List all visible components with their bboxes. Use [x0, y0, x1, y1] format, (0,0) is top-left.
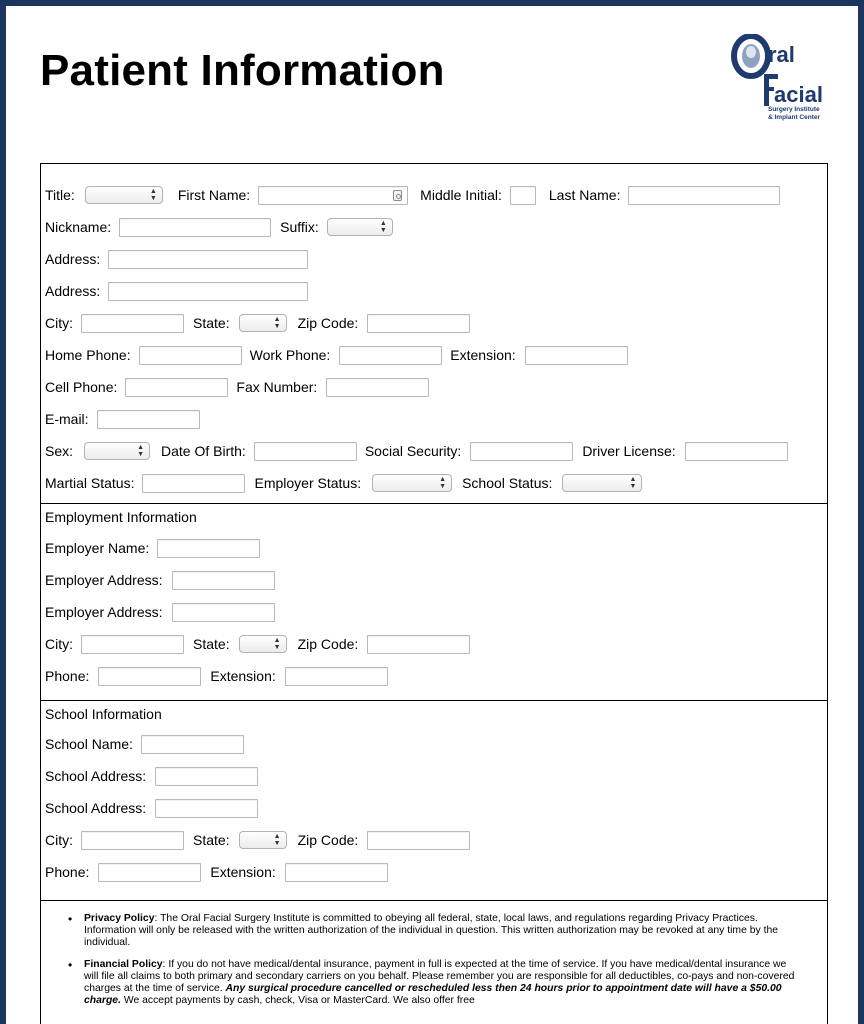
school-city-label: City:: [45, 832, 73, 848]
extension-label: Extension:: [450, 347, 516, 363]
school-address-1-label: School Address:: [45, 768, 147, 784]
school-city-input[interactable]: [81, 831, 184, 850]
fax-input[interactable]: [326, 378, 429, 397]
marital-status-input[interactable]: [142, 474, 245, 493]
school-address-2-input[interactable]: [155, 799, 258, 818]
school-zip-label: Zip Code:: [297, 832, 359, 848]
row-phones: [45, 344, 628, 366]
select-arrows-icon: ▲ ▼: [273, 833, 281, 847]
row-name: [45, 184, 780, 206]
autofill-key-icon[interactable]: [393, 190, 402, 201]
row-sex: [45, 440, 788, 462]
row-school-address-2: [45, 797, 258, 819]
select-arrows-icon: ▲ ▼: [149, 188, 157, 202]
row-city: [45, 312, 470, 334]
city-input[interactable]: [81, 314, 184, 333]
financial-policy-text-1: : If you do not have medical/dental insurance, payment in full is expected at the time of service. If you have medical/dental insurance we will file all claims to both primary and secondary carriers on you behalf. Please remember you are responsible for all deductibles, co-pays and non-covered charges at the time of service.: [84, 959, 795, 994]
work-phone-label: Work Phone:: [249, 347, 331, 363]
employer-status-select[interactable]: [372, 474, 452, 492]
row-school-name: [45, 733, 244, 755]
employer-state-label: State:: [193, 636, 230, 652]
privacy-policy-text: : The Oral Facial Surgery Institute is committed to obeying all federal, state, local laws, and regulations regarding Privacy Practices. Information will only be released with the written authorization of the individual in question. This written authorization may be revoked at any time by the individual.: [84, 913, 779, 948]
employer-address-2-label: Employer Address:: [45, 604, 163, 620]
school-state-label: State:: [193, 832, 230, 848]
zip-label: Zip Code:: [297, 315, 359, 331]
policies-section: [41, 900, 827, 1017]
address-1-input[interactable]: [108, 250, 308, 269]
school-address-2-label: School Address:: [45, 800, 147, 816]
employer-extension-input[interactable]: [285, 667, 388, 686]
financial-policy-title: Financial Policy: [84, 959, 163, 970]
state-select[interactable]: [239, 314, 287, 332]
email-input[interactable]: [97, 410, 200, 429]
policy-list: [41, 913, 827, 1007]
patient-form: [40, 163, 828, 1024]
driver-license-label: Driver License:: [582, 443, 676, 459]
driver-license-input[interactable]: [685, 442, 788, 461]
privacy-policy-item: [84, 913, 803, 949]
nickname-label: Nickname:: [45, 219, 112, 235]
employer-city-input[interactable]: [81, 635, 184, 654]
suffix-label: Suffix:: [280, 219, 319, 235]
patient-section: [41, 164, 827, 503]
sex-label: Sex:: [45, 443, 74, 459]
employment-heading: Employment Information: [45, 509, 197, 525]
school-address-1-input[interactable]: [155, 767, 258, 786]
select-arrows-icon: ▲ ▼: [273, 316, 281, 330]
ssn-label: Social Security:: [364, 443, 462, 459]
address-1-label: Address:: [45, 251, 101, 267]
suffix-select[interactable]: [327, 218, 393, 236]
document-page: [6, 6, 858, 1024]
row-cell: [45, 376, 429, 398]
employer-state-select[interactable]: [239, 635, 287, 653]
school-status-label: School Status:: [462, 475, 553, 491]
select-arrows-icon: ▲ ▼: [137, 444, 145, 458]
employer-zip-input[interactable]: [367, 635, 470, 654]
employer-status-label: Employer Status:: [254, 475, 362, 491]
middle-initial-label: Middle Initial:: [420, 187, 502, 203]
school-name-label: School Name:: [45, 736, 133, 752]
cell-phone-label: Cell Phone:: [45, 379, 118, 395]
employer-phone-input[interactable]: [98, 667, 201, 686]
select-arrows-icon: ▲ ▼: [439, 476, 447, 490]
first-name-input[interactable]: [258, 186, 408, 205]
row-employer-name: [45, 537, 260, 559]
address-2-input[interactable]: [108, 282, 308, 301]
financial-policy-text-2: We accept payments by cash, check, Visa or MasterCard. We also offer free: [120, 995, 475, 1006]
logo-subtitle-1: Surgery Institute: [768, 106, 820, 113]
row-employer-address-2: [45, 601, 275, 623]
logo-subtitle-2: & Implant Center: [768, 114, 821, 121]
employer-name-input[interactable]: [157, 539, 260, 558]
school-name-input[interactable]: [141, 735, 244, 754]
employer-zip-label: Zip Code:: [297, 636, 359, 652]
last-name-label: Last Name:: [548, 187, 621, 203]
school-status-select[interactable]: [562, 474, 642, 492]
extension-input[interactable]: [525, 346, 628, 365]
school-zip-input[interactable]: [367, 831, 470, 850]
employer-address-1-input[interactable]: [172, 571, 275, 590]
employment-section: [41, 503, 827, 700]
school-phone-input[interactable]: [98, 863, 201, 882]
school-extension-label: Extension:: [210, 864, 276, 880]
ssn-input[interactable]: [470, 442, 573, 461]
address-2-label: Address:: [45, 283, 101, 299]
employer-name-label: Employer Name:: [45, 540, 150, 556]
school-state-select[interactable]: [239, 831, 287, 849]
row-email: [45, 408, 200, 430]
title-select[interactable]: [85, 186, 163, 204]
home-phone-input[interactable]: [139, 346, 242, 365]
row-address-1: [45, 248, 308, 270]
row-address-2: [45, 280, 308, 302]
school-extension-input[interactable]: [285, 863, 388, 882]
employer-city-label: City:: [45, 636, 73, 652]
employer-extension-label: Extension:: [210, 668, 276, 684]
row-status: [45, 472, 642, 494]
middle-initial-input[interactable]: [510, 186, 536, 205]
row-school-city: [45, 829, 470, 851]
select-arrows-icon: ▲ ▼: [379, 220, 387, 234]
row-school-phone: [45, 861, 388, 883]
marital-status-label: Martial Status:: [45, 475, 135, 491]
clinic-logo: [730, 32, 826, 124]
sex-select[interactable]: [84, 442, 150, 460]
school-heading: School Information: [45, 706, 162, 722]
row-employer-city: [45, 633, 470, 655]
row-nickname: [45, 216, 393, 238]
employer-address-1-label: Employer Address:: [45, 572, 163, 588]
financial-policy-item: [84, 959, 803, 1007]
logo-word-oral: ral: [768, 42, 795, 67]
row-employer-phone: [45, 665, 388, 687]
row-school-address-1: [45, 765, 258, 787]
employer-address-2-input[interactable]: [172, 603, 275, 622]
school-section: [41, 700, 827, 900]
employer-phone-label: Phone:: [45, 668, 90, 684]
dob-input[interactable]: [254, 442, 357, 461]
select-arrows-icon: ▲ ▼: [273, 637, 281, 651]
dob-label: Date Of Birth:: [161, 443, 246, 459]
cancellation-notice: Any surgical procedure cancelled or rescheduled less then 24 hours prior to appointment date will have a $50.00 charge.: [84, 983, 782, 1006]
home-phone-label: Home Phone:: [45, 347, 131, 363]
zip-input[interactable]: [367, 314, 470, 333]
city-label: City:: [45, 315, 73, 331]
school-phone-label: Phone:: [45, 864, 90, 880]
row-employer-address-1: [45, 569, 275, 591]
title-label: Title:: [45, 187, 75, 203]
work-phone-input[interactable]: [339, 346, 442, 365]
cell-phone-input[interactable]: [125, 378, 228, 397]
email-label: E-mail:: [45, 411, 89, 427]
privacy-policy-title: Privacy Policy: [84, 913, 155, 924]
nickname-input[interactable]: [119, 218, 271, 237]
page-title: Patient Information: [40, 46, 445, 95]
fax-label: Fax Number:: [236, 379, 318, 395]
select-arrows-icon: ▲ ▼: [629, 476, 637, 490]
first-name-label: First Name:: [177, 187, 251, 203]
logo-word-facial: acial: [774, 82, 823, 107]
last-name-input[interactable]: [628, 186, 780, 205]
state-label: State:: [193, 315, 230, 331]
